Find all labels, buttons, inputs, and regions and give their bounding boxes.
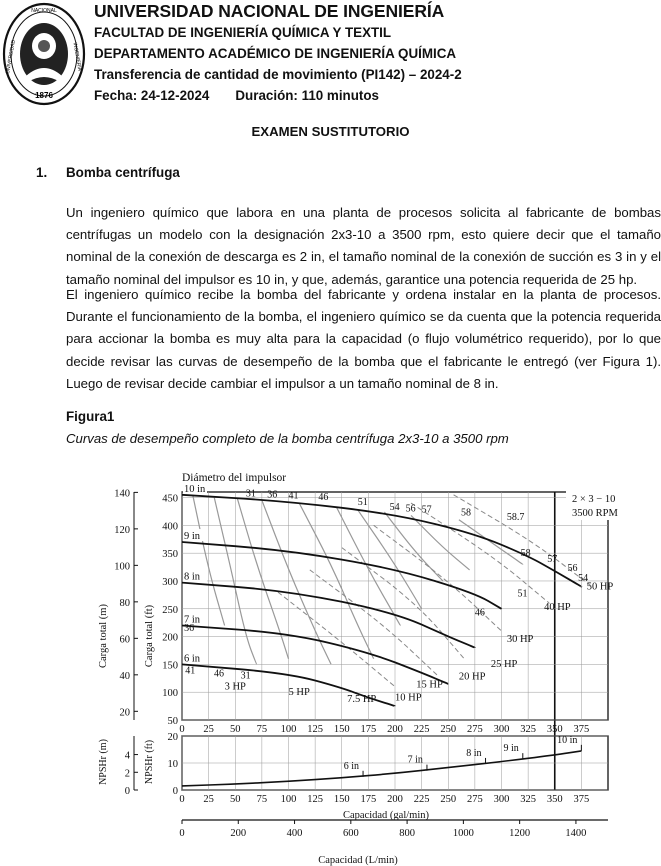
svg-text:UNIVERSIDAD: UNIVERSIDAD xyxy=(5,39,17,75)
question-title: Bomba centrífuga xyxy=(66,165,180,180)
head-curve-label: 7 in xyxy=(184,614,201,626)
npsh-m-tick-label: 4 xyxy=(124,750,130,762)
x-tick-label-npsh: 25 xyxy=(203,794,214,805)
lmin-tick-label: 1000 xyxy=(452,828,474,839)
faculty-name: FACULTAD DE INGENIERÍA QUÍMICA Y TEXTIL xyxy=(94,25,392,40)
head-curve-label: 6 in xyxy=(184,653,201,665)
lmin-tick-label: 400 xyxy=(286,828,303,839)
npsh-ft-tick-label: 10 xyxy=(167,759,178,770)
power-label: 3 HP xyxy=(224,681,246,693)
lmin-tick-label: 600 xyxy=(342,828,359,839)
npsh-m-title: NPSHr (m) xyxy=(98,739,109,785)
y-ft-tick-label: 100 xyxy=(162,688,178,700)
efficiency-contour xyxy=(459,520,523,565)
x-tick-label: 375 xyxy=(573,724,590,735)
power-label: 30 HP xyxy=(506,634,534,646)
efficiency-label: 31 xyxy=(240,670,251,682)
efficiency-label: 51 xyxy=(517,588,528,600)
efficiency-label: 56 xyxy=(567,562,578,574)
x-tick-label-npsh: 275 xyxy=(467,794,483,805)
lmin-tick-label: 1200 xyxy=(509,828,531,839)
efficiency-label: 46 xyxy=(318,491,329,503)
power-label: 40 HP xyxy=(544,601,571,613)
npsh-ft-tick-label: 0 xyxy=(172,786,178,797)
x-tick-label: 25 xyxy=(203,724,214,735)
power-line xyxy=(342,548,464,659)
chart-title: Diámetro del impulsor xyxy=(182,472,287,484)
efficiency-contour xyxy=(358,510,422,609)
x-tick-label-npsh: 325 xyxy=(520,794,536,805)
y-axis-m-title: Carga total (m) xyxy=(98,604,109,668)
efficiency-label: 58 xyxy=(461,507,472,519)
lmin-tick-label: 0 xyxy=(179,828,185,839)
efficiency-label: 51 xyxy=(357,496,368,508)
pump-rpm-label: 3500 RPM xyxy=(572,508,618,519)
x-tick-label-npsh: 250 xyxy=(440,794,457,805)
head-curve-10-in xyxy=(182,495,581,587)
power-label: 25 HP xyxy=(490,659,518,671)
date-duration-line xyxy=(94,88,379,103)
x-tick-label: 100 xyxy=(280,724,297,735)
x-tick-label-npsh: 375 xyxy=(573,794,590,805)
power-label: 50 HP xyxy=(586,581,614,593)
npsh-ft-title: NPSHr (ft) xyxy=(144,739,155,785)
lmin-tick-label: 200 xyxy=(230,828,247,839)
lmin-tick-label: 1400 xyxy=(565,828,587,839)
power-label: 20 HP xyxy=(458,671,486,683)
pump-model-label: 2 × 3 − 10 xyxy=(572,494,616,505)
svg-text:INGENIERIA: INGENIERIA xyxy=(71,42,83,72)
x-tick-label: 125 xyxy=(307,724,323,735)
efficiency-label: 41 xyxy=(288,490,299,502)
x-tick-label: 200 xyxy=(387,724,403,735)
npsh-curve xyxy=(182,751,581,786)
y-m-tick-label: 20 xyxy=(119,707,130,719)
x-tick-label: 300 xyxy=(493,724,510,735)
x-tick-label-npsh: 225 xyxy=(413,794,430,805)
efficiency-label: 58.7 xyxy=(506,511,525,523)
y-ft-tick-label: 450 xyxy=(162,493,178,505)
efficiency-contour xyxy=(411,515,470,570)
power-label: 7.5 HP xyxy=(347,694,377,706)
power-label: 10 HP xyxy=(395,692,422,704)
y-m-tick-label: 80 xyxy=(119,597,130,609)
university-logo xyxy=(2,2,86,106)
y-ft-tick-label: 350 xyxy=(162,549,178,561)
y-ft-tick-label: 250 xyxy=(162,604,178,616)
x-tick-label: 0 xyxy=(179,724,185,735)
y-ft-tick-label: 300 xyxy=(162,576,178,588)
efficiency-label: 31 xyxy=(245,488,256,500)
npsh-curve-label: 6 in xyxy=(343,760,360,772)
x-tick-label: 75 xyxy=(256,724,268,735)
x-tick-label-npsh: 350 xyxy=(546,794,563,805)
x-tick-label-npsh: 50 xyxy=(230,794,241,805)
efficiency-label: 57 xyxy=(421,504,432,516)
question-paragraph-2: El ingeniero químico recibe la bomba del fabricante y ordena instalar en la planta de procesos. Durante el funcionamiento de la bomba, el ingeniero químico se da cuenta que la potencia requerida para accionar la bomba es muy alta para la capacidad (o flujo volumétrico requerido), por lo que decide revisar las curvas de desempeño de la bomba que el fabricante le entregó (ver Figura 1). Luego de revisar decide cambiar el impulsor a un tamaño nominal de 8 in. xyxy=(66,287,661,391)
x-tick-label: 150 xyxy=(333,724,350,735)
y-ft-tick-label: 50 xyxy=(167,716,178,727)
y-ft-tick-label: 400 xyxy=(162,521,178,533)
head-curve-label: 8 in xyxy=(184,571,201,583)
npsh-curve-label: 8 in xyxy=(466,747,482,759)
power-line xyxy=(278,592,395,687)
question-paragraph-1: Un ingeniero químico que labora en una planta de procesos solicita al fabricante de bombas centrífugas un modelo con la designación 2x3-10 a 3500 rpm, esto quiere decir que el tamaño nominal de la conexión de descarga es 2 in, el tamaño nominal de la conexión de succión es 3 in y el tamaño nominal del impulsor es 10 in, y que, además, garantice una potencia requerida de 25 hp. xyxy=(66,205,661,287)
x-tick-label-npsh: 100 xyxy=(280,794,297,805)
university-name: UNIVERSIDAD NACIONAL DE INGENIERÍA xyxy=(94,1,445,21)
y-m-tick-label: 60 xyxy=(119,634,130,646)
exam-date: Fecha: 24-12-2024 xyxy=(94,88,210,103)
y-m-tick-label: 140 xyxy=(114,488,130,500)
logo-year: 1876 xyxy=(35,91,53,100)
y-ft-tick-label: 150 xyxy=(162,660,178,672)
efficiency-label: 57 xyxy=(547,554,558,566)
figure-label: Figura1 xyxy=(66,409,115,424)
course-name: Transferencia de cantidad de movimiento (PI142) – 2024-2 xyxy=(94,67,462,82)
head-curve-8-in xyxy=(182,583,475,648)
y-axis-ft-title: Carga total (ft) xyxy=(144,604,155,668)
npsh-m-tick-label: 0 xyxy=(124,786,130,797)
efficiency-label: 36 xyxy=(267,489,278,501)
lmin-tick-label: 800 xyxy=(399,828,415,839)
npsh-curve-label: 10 in xyxy=(557,734,578,746)
y-m-tick-label: 120 xyxy=(114,524,130,536)
efficiency-label: 54 xyxy=(578,572,589,584)
x-tick-label-npsh: 200 xyxy=(387,794,403,805)
exam-title: EXAMEN SUSTITUTORIO xyxy=(251,124,410,139)
efficiency-contour xyxy=(262,500,331,664)
efficiency-label: 36 xyxy=(184,623,195,635)
x-axis-lmin-title: Capacidad (L/min) xyxy=(318,855,398,866)
exam-duration: Duración: 110 minutos xyxy=(235,88,379,103)
npsh-curve-label: 7 in xyxy=(407,754,423,766)
efficiency-label: 56 xyxy=(405,503,416,515)
x-tick-label: 275 xyxy=(467,724,483,735)
question-number: 1. xyxy=(36,165,48,180)
department-name: DEPARTAMENTO ACADÉMICO DE INGENIERÍA QUÍMICA xyxy=(94,46,457,61)
x-tick-label-npsh: 125 xyxy=(307,794,323,805)
y-m-tick-label: 40 xyxy=(119,670,130,682)
npsh-curve-label: 9 in xyxy=(503,743,519,755)
x-tick-label-npsh: 75 xyxy=(256,794,268,805)
x-tick-label: 175 xyxy=(360,724,377,735)
efficiency-label: 54 xyxy=(389,501,400,513)
efficiency-label: 41 xyxy=(185,665,196,677)
x-tick-label: 50 xyxy=(230,724,241,735)
power-label: 5 HP xyxy=(288,686,310,698)
power-label: 15 HP xyxy=(416,679,443,691)
x-tick-label-npsh: 175 xyxy=(360,794,377,805)
y-m-tick-label: 100 xyxy=(114,561,130,573)
head-curve-label: 9 in xyxy=(184,531,201,543)
x-tick-label: 250 xyxy=(440,724,457,735)
x-tick-label-npsh: 0 xyxy=(179,794,185,805)
svg-text:NACIONAL: NACIONAL xyxy=(31,8,57,14)
x-tick-label: 325 xyxy=(520,724,536,735)
x-tick-label-npsh: 300 xyxy=(493,794,510,805)
head-curve-label: 10 in xyxy=(184,483,206,495)
efficiency-label: 46 xyxy=(474,607,485,619)
pump-performance-chart xyxy=(96,468,636,866)
x-axis-title: Capacidad (gal/min) xyxy=(342,810,430,821)
x-tick-label-npsh: 150 xyxy=(333,794,350,805)
npsh-m-tick-label: 2 xyxy=(124,768,130,780)
y-ft-tick-label: 200 xyxy=(162,632,178,644)
efficiency-label: 58 xyxy=(520,547,531,559)
efficiency-label: 46 xyxy=(213,668,224,680)
figure-caption: Curvas de desempeño completo de la bomba centrífuga 2x3-10 a 3500 rpm xyxy=(66,431,509,446)
x-tick-label: 350 xyxy=(546,724,563,735)
npsh-ft-tick-label: 20 xyxy=(167,732,178,743)
x-tick-label: 225 xyxy=(413,724,430,735)
